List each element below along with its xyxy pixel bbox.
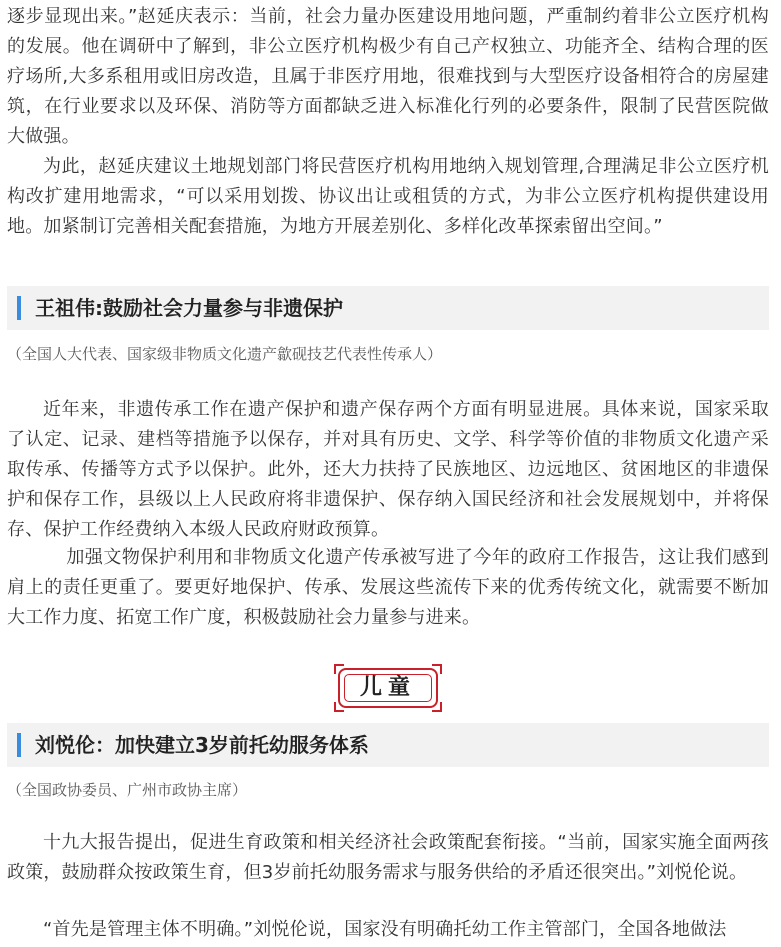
section-title: 王祖伟:鼓励社会力量参与非遗保护 bbox=[35, 296, 343, 320]
childcare-paragraph-2: “首先是管理主体不明确。”刘悦伦说，国家没有明确托幼工作主管部门，全国各地做法 bbox=[43, 919, 727, 940]
childcare-paragraph-1: 十九大报告提出，促进生育政策和相关经济社会政策配套衔接。“当前，国家实施全面两孩政策，鼓励群众按政策生育，但3岁前托幼服务需求与服务供给的矛盾还很突出。”刘悦伦说。 bbox=[7, 832, 769, 883]
category-label: 儿童 bbox=[359, 675, 416, 700]
section-subtitle: （全国政协委员、广州市政协主席） bbox=[7, 781, 248, 799]
section-accent-bar bbox=[17, 296, 21, 320]
intro-paragraph-2: 为此，赵延庆建议土地规划部门将民营医疗机构用地纳入规划管理,合理满足非公立医疗机构改扩建用地需求，“可以采用划拨、协议出让或租赁的方式，为非公立医疗机构提供建设用地。加紧制订完善相关配套措施，为地方开展差别化、多样化改革探索留出空间。” bbox=[7, 156, 769, 237]
heritage-paragraph-1: 近年来，非遗传承工作在遗产保护和遗产保存两个方面有明显进展。具体来说，国家采取了认定、记录、建档等措施予以保存，并对具有历史、文学、科学等价值的非物质文化遗产采取传承、传播等方式予以保护。此外，还大力扶持了民族地区、边远地区、贫困地区的非遗保护和保存工作，县级以上人民政府将非遗保护、保存纳入国民经济和社会发展规划中，并将保存、保护工作经费纳入本级人民政府财政预算。 bbox=[7, 399, 769, 540]
category-divider bbox=[0, 668, 781, 712]
section-title: 刘悦伦：加快建立3岁前托幼服务体系 bbox=[35, 733, 369, 757]
intro-paragraph-1: 逐步显现出来。”赵延庆表示：当前，社会力量办医建设用地问题，严重制约着非公立医疗机构的发展。他在调研中了解到，非公立医疗机构极少有自己产权独立、功能齐全、结构合理的医疗场所,大多系租用或旧房改造，且属于非医疗用地，很难找到与大型医疗设备相符合的房屋建筑，在行业要求以及环保、消防等方面都缺乏进入标准化行列的必要条件，限制了民营医院做大做强。 bbox=[7, 6, 769, 147]
category-badge bbox=[338, 668, 438, 708]
section-header-intangible-heritage bbox=[7, 286, 769, 330]
section-header-childcare bbox=[7, 723, 769, 767]
section-subtitle: （全国人大代表、国家级非物质文化遗产歙砚技艺代表性传承人） bbox=[7, 345, 443, 363]
section-accent-bar bbox=[17, 733, 21, 757]
heritage-paragraph-2: 加强文物保护利用和非物质文化遗产传承被写进了今年的政府工作报告，这让我们感到肩上的责任更重了。要更好地保护、传承、发展这些流传下来的优秀传统文化，就需要不断加大工作力度、拓宽工作广度，积极鼓励社会力量参与进来。 bbox=[7, 547, 769, 628]
